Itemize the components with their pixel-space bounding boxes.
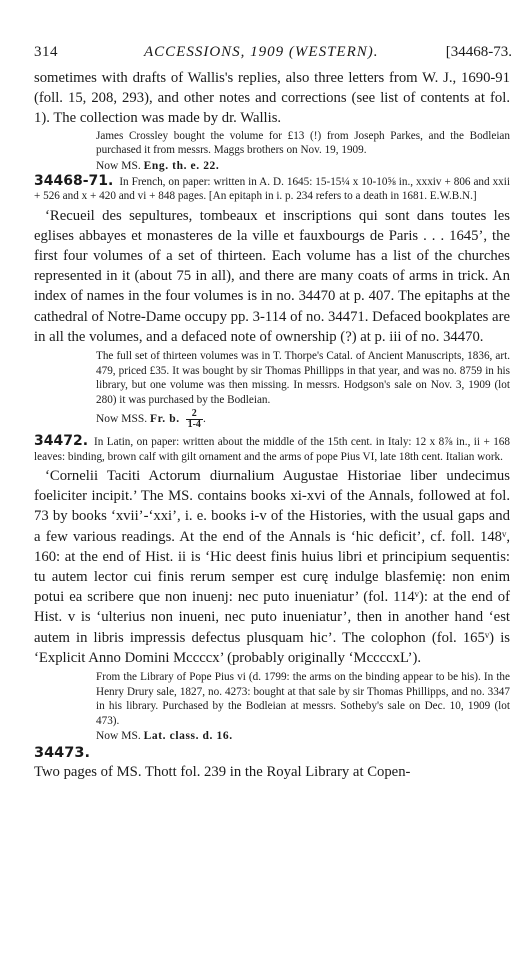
provenance-note-crossley: James Crossley bought the volume for £13 (!) from Joseph Parkes, and the Bodleian purchased it from messrs. Maggs brothers on Nov. 19, 1909. bbox=[96, 129, 510, 157]
shelfmark: Lat. class. d. 16. bbox=[143, 730, 233, 743]
shelfmark-line bbox=[96, 158, 510, 174]
shelfmark-suffix: . bbox=[202, 413, 206, 426]
entry-description: In Latin, on paper: written about the middle of the 15th cent. in Italy: 12 x 8⅞ in., ii + 168 leaves: binding, brown calf with gilt ornament and the arms of pope Pius VI, late 18th cent. Italian work. bbox=[34, 436, 510, 463]
page-content bbox=[34, 68, 510, 782]
fraction-denominator: 1-4 bbox=[187, 419, 201, 431]
shelfmark-prefix: Now MSS. bbox=[96, 413, 148, 426]
entry-number: 34472. bbox=[34, 433, 89, 450]
paragraph-tacitus: ‘Cornelii Taciti Actorum diurnalium Augustae Historiae liber undecimus foeliciter incipit.’ The MS. contains books xi-xvi of the Annals, followed at fol. 73 by books ‘xvii’-‘xxi’, i. e. books i-v of the Histories, with the usual gaps and a few various readings. At the end of the Annals is ‘hic deficit’, cf. foll. 148ᵛ, 160: at the end of Hist. ii is ‘Hic deest finis huius libri et principium sequentis: tu autem lector cui finis rerum semper est curę indulge blasfemię: non enim potui ea scribere que non inuenj: nec puto inueniatur’ (fol. 114ᵛ): at the end of Hist. v is ‘ulterius non inueni, nec puto inueniatur’, then in another hand ‘est autem in libris impressis defectus plusquam hic’. The colophon (fol. 165ᵛ) is ‘Explicit Anno Domini Mccccx’ (probably originally ‘MccccxL’). bbox=[34, 468, 510, 666]
shelfmark-prefix: Now MS. bbox=[96, 730, 141, 743]
running-title: ACCESSIONS, 1909 (WESTERN). bbox=[144, 44, 379, 60]
entry-description: In French, on paper: written in A. D. 1645: 15-15¼ x 10-10⅝ in., xxxiv + 806 and xxii + 526 and x + 420 and vi + 848 pages. [An epitaph in i. p. 234 refers to a death in 1681. E.W.B.N.] bbox=[34, 175, 510, 203]
running-header bbox=[34, 44, 512, 66]
fraction-numerator: 2 bbox=[186, 409, 203, 420]
provenance-note-thorpe: The full set of thirteen volumes was in T. Thorpe's Catal. of Ancient Manuscripts, 1836, art. 479, priced £35. It was bought by sir Thomas Phillipps in that year, and was no. 8759 in his library, but one volume was then missing. In messrs. Hodgson's sale on Nov. 3, 1909 (lot 280) it was purchased by the Bodleian. bbox=[96, 350, 510, 406]
shelfmark: Fr. b. bbox=[150, 413, 180, 426]
entry-heading-34468 bbox=[34, 174, 510, 204]
shelfmark-line bbox=[96, 409, 510, 430]
shelfmark: Eng. th. e. 22. bbox=[143, 159, 220, 172]
shelfmark-fraction bbox=[186, 409, 203, 430]
entry-heading-34473 bbox=[34, 746, 510, 762]
entry-number: 34468-71. bbox=[34, 172, 114, 189]
provenance-note-pius: From the Library of Pope Pius vi (d. 1799: the arms on the binding appear to be his). In the Henry Drury sale, 1827, no. 4273: bought at that sale by sir Thomas Phillipps, and no. 3347 in his library. Purchased by the Bodleian at messrs. Sotheby's sale on Dec. 10, 1909 (lot 473). bbox=[96, 671, 510, 727]
page-number: 314 bbox=[34, 44, 58, 60]
entry-heading-34472 bbox=[34, 434, 510, 464]
paragraph-recueil: ‘Recueil des sepultures, tombeaux et inscriptions qui sont dans toutes les eglises abbayes et monasteres de la ville et fauxbourgs de Paris . . . 1645’, the first four volumes of a set of thirteen. Each volume has a list of the churches represented in it (about 75 in all), and there are many coats of arms in trick. An index of names in the four volumes is in no. 34470 at p. 407. The epitaphs at the cathedral of Notre-Dame occupy pp. 3-114 of no. 34471. Defaced bookplates are in all the volumes, and a defaced note of ownership (?) at p. iii of no. 34470. bbox=[34, 207, 510, 345]
shelfmark-prefix: Now MS. bbox=[96, 159, 141, 172]
entry-number: 34473. bbox=[34, 745, 90, 762]
paragraph-intro: sometimes with drafts of Wallis's replies, also three letters from W. J., 1690-91 (foll. 15, 208, 293), and other notes and corrections (see list of contents at fol. 1). The collection was made by dr. Wallis. bbox=[34, 70, 510, 127]
shelfmark-line bbox=[96, 728, 510, 744]
entry-range: [34468-73. bbox=[445, 44, 512, 60]
paragraph-thott: Two pages of MS. Thott fol. 239 in the Royal Library at Copen- bbox=[34, 763, 411, 780]
